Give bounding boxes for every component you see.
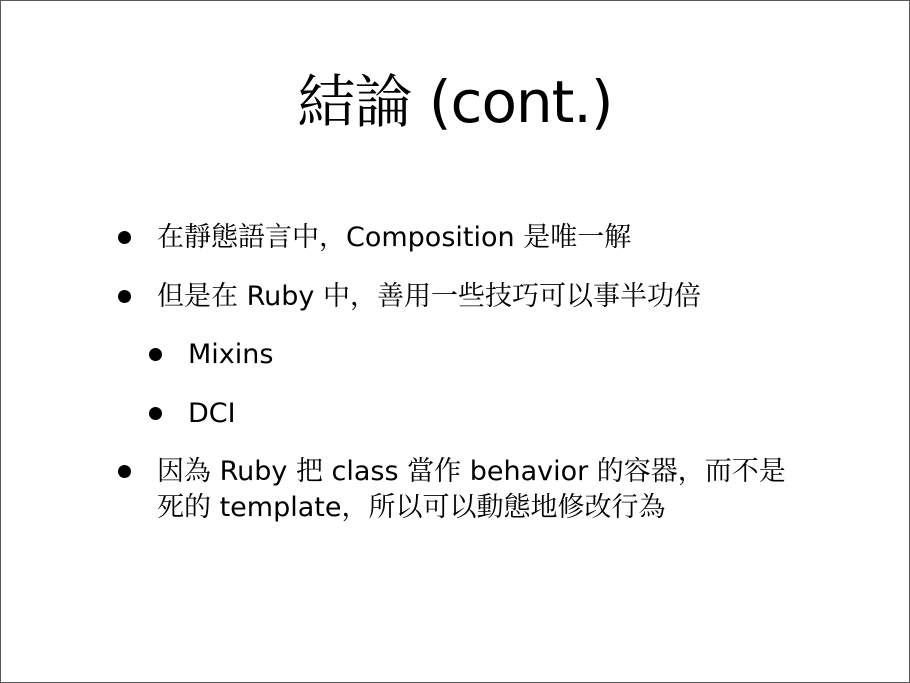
bullet-dot-icon [118,231,131,244]
bullet-dot-icon [118,290,131,303]
bullet-item-ruby-techniques: 但是在 Ruby 中，善用一些技巧可以事半功倍 [157,281,701,312]
sub-bullet-dot-icon [149,348,162,361]
bullet-item-class-behavior: 因為 Ruby 把 class 當作 behavior 的容器，而不是死的 template，所以可以動態地修改行為 [157,456,786,523]
sub-bullet-item-dci: DCI [188,398,236,429]
bullet-dot-icon [118,465,131,478]
sub-bullet-item-mixins: Mixins [188,339,274,370]
slide-title: 結論 (cont.) [297,68,613,136]
bullet-item-static-languages: 在靜態語言中，Composition 是唯一解 [157,222,632,253]
sub-bullet-dot-icon [149,407,162,420]
